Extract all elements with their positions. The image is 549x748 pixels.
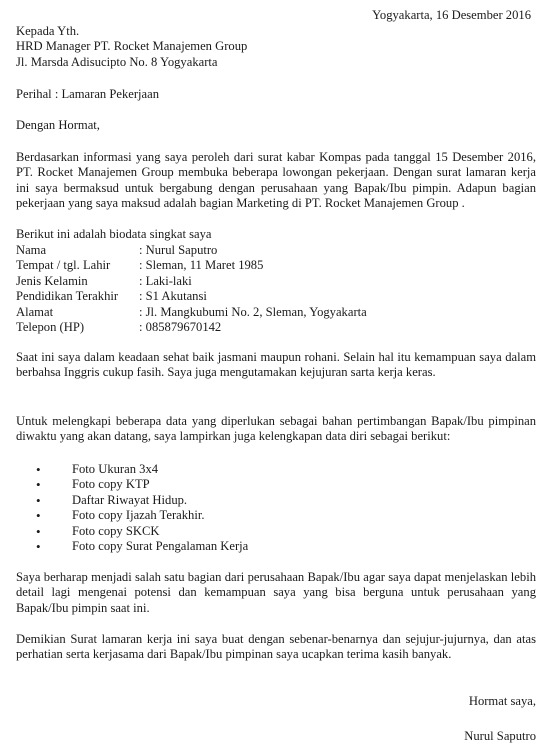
list-item: • Daftar Riwayat Hidup. <box>16 493 536 508</box>
bio-row <box>16 320 536 335</box>
bio-intro: Berikut ini adalah biodata singkat saya <box>16 227 212 241</box>
recipient-line-1: Kepada Yth. <box>16 24 80 38</box>
health-paragraph: Saat ini saya dalam keadaan sehat baik jasmani maupun rohani. Selain hal itu kemampuan saya dalam berbahsa Inggris cukup fasih. Saya juga mengutamakan kejujuran sarta kerja keras. <box>16 350 536 380</box>
bio-label: Nama <box>16 243 47 257</box>
list-item: • Foto copy KTP <box>16 477 536 492</box>
list-item: • Foto copy Surat Pengalaman Kerja <box>16 539 536 554</box>
bio-value: : Nurul Saputro <box>139 243 218 257</box>
intro-paragraph: Berdasarkan informasi yang saya peroleh dari surat kabar Kompas pada tanggal 15 Desember 2016, PT. Rocket Manajemen Group membuka beberapa lowongan pekerjaan. Dengan surat lamaran kerja ini saya bermaksud untuk bergabung dengan perusahaan yang Bapak/Ibu pimpin. Adapun bagian pekerjaan yang saya maksud adalah bagian Marketing di PT. Rocket Manajemen Group . <box>16 150 536 211</box>
bio-label: Telepon (HP) <box>16 319 85 334</box>
bio-row <box>16 289 536 304</box>
greeting: Dengan Hormat, <box>16 118 100 132</box>
hope-paragraph: Saya berharap menjadi salah satu bagian dari perusahaan Bapak/Ibu agar saya dapat menjelaskan lebih detail lagi mengenai potensi dan kemampuan saya yang bisa berguna untuk perusahaan yang Bapak/Ibu pimpin saat ini. <box>16 570 536 615</box>
bio-value: : Laki-laki <box>139 273 192 288</box>
biodata-table <box>16 243 536 335</box>
recipient-block <box>16 24 247 70</box>
bio-row <box>16 243 536 258</box>
recipient-line-2: HRD Manager PT. Rocket Manajemen Group <box>16 39 248 54</box>
list-item: • Foto copy SKCK <box>16 524 536 539</box>
attachments-paragraph: Untuk melengkapi beberapa data yang diperlukan sebagai bahan pertimbangan Bapak/Ibu pimpinan diwaktu yang akan datang, saya lampirkan juga kelengkapan data diri sebagai berikut: <box>16 414 536 444</box>
bio-label: Jenis Kelamin <box>16 273 88 288</box>
bio-row <box>16 258 536 273</box>
bio-value: : Sleman, 11 Maret 1985 <box>139 258 264 273</box>
bio-value: : S1 Akutansi <box>139 289 207 304</box>
bio-value: : 085879670142 <box>139 319 222 334</box>
closing-paragraph: Demikian Surat lamaran kerja ini saya buat dengan sebenar-benarnya dan sejujur-jujurnya, dan atas perhatian serta kerjasama dari Bapak/Ibu pimpinan saya ucapkan terima kasih banyak. <box>16 632 536 662</box>
bio-label: Tempat / tgl. Lahir <box>16 258 111 273</box>
bio-row <box>16 305 536 320</box>
list-item: • Foto Ukuran 3x4 <box>16 462 536 477</box>
recipient-line-3: Jl. Marsda Adisucipto No. 8 Yogyakarta <box>16 54 218 69</box>
signature-name: Nurul Saputro <box>464 729 536 743</box>
bio-label: Pendidikan Terakhir <box>16 289 119 304</box>
list-item: • Foto copy Ijazah Terakhir. <box>16 508 536 523</box>
bio-value: : Jl. Mangkubumi No. 2, Sleman, Yogyakarta <box>139 304 367 319</box>
attachments-list <box>16 462 536 554</box>
subject-line: Perihal : Lamaran Pekerjaan <box>16 87 160 101</box>
bio-label: Alamat <box>16 304 54 319</box>
bio-row <box>16 274 536 289</box>
letter-date: Yogyakarta, 16 Desember 2016 <box>372 8 531 22</box>
closing-salutation: Hormat saya, <box>468 694 536 708</box>
